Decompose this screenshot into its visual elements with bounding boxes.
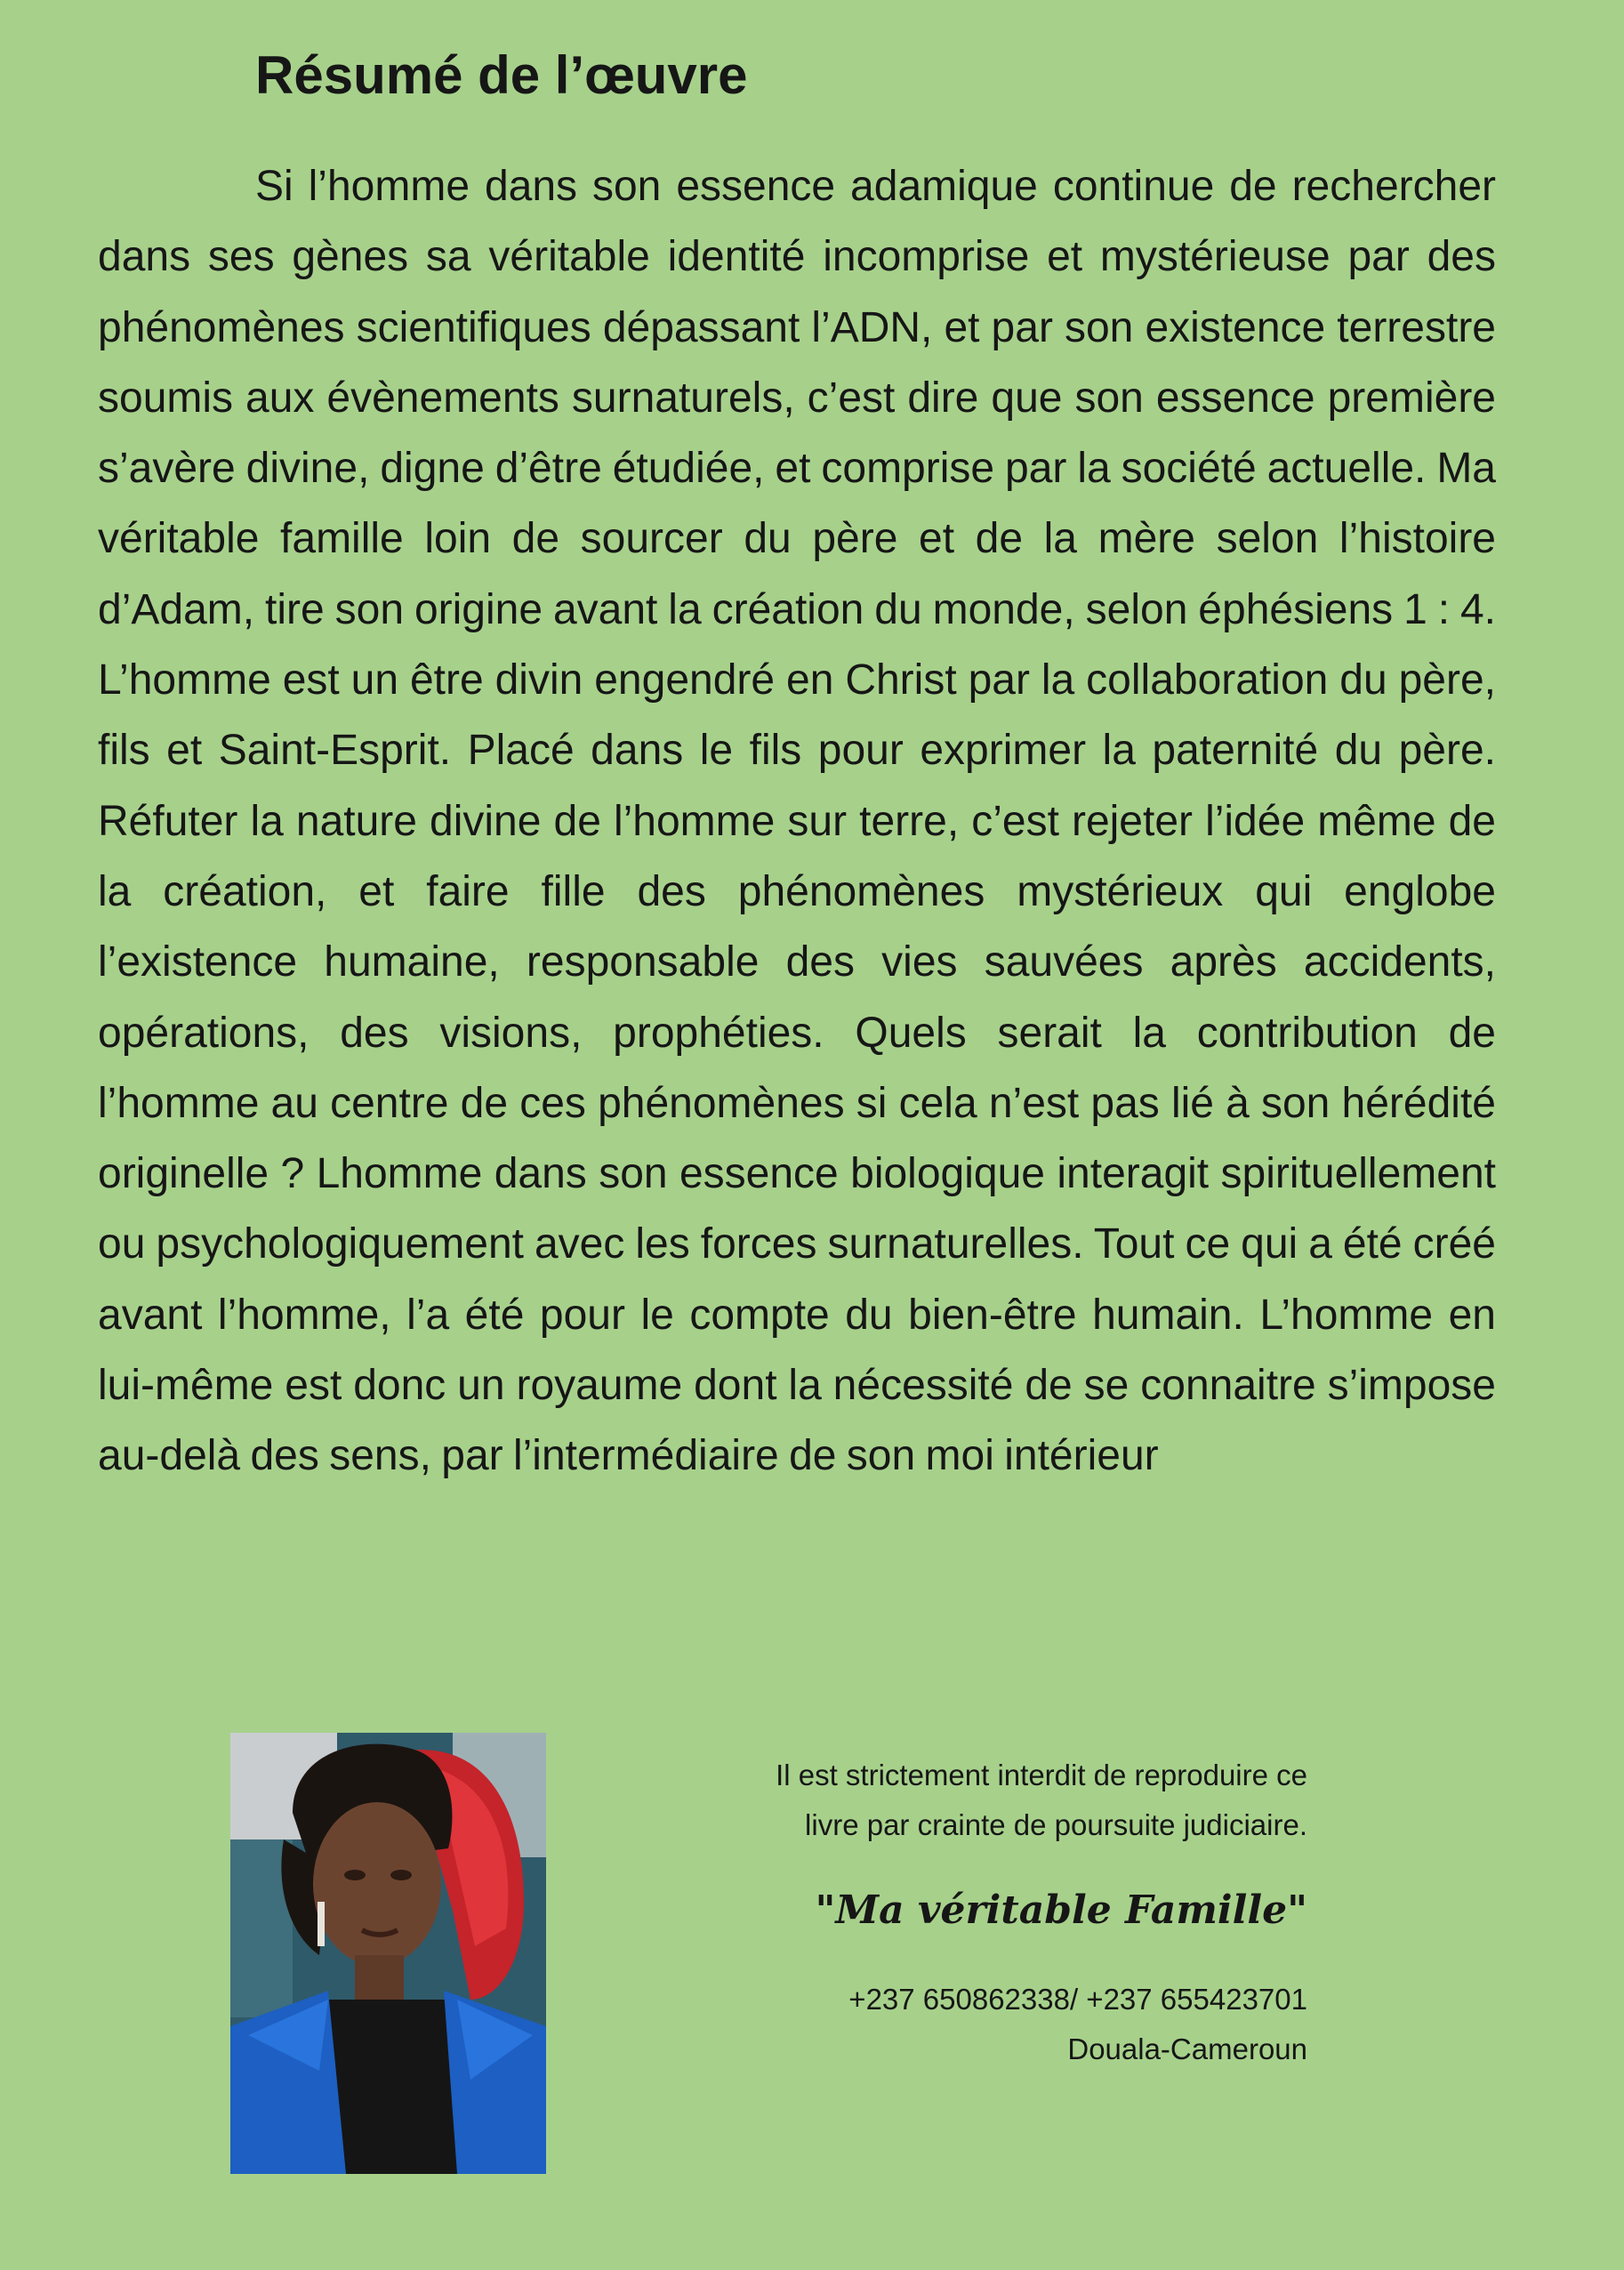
- book-title: "Ma véritable Famille": [815, 1888, 1307, 1933]
- legal-line-2: livre par crainte de poursuite judiciaire.: [805, 1808, 1307, 1841]
- contact-info: [578, 1975, 1307, 2074]
- page-title: Résumé de l’œuvre: [255, 45, 748, 105]
- phone-numbers: +237 650862338/ +237 655423701: [848, 1983, 1307, 2016]
- author-portrait-icon: [230, 1733, 546, 2174]
- legal-line-1: Il est strictement interdit de reproduire ce: [776, 1759, 1307, 1791]
- footer-block: [578, 1751, 1307, 2074]
- summary-paragraph: Si l’homme dans son essence adamique continue de rechercher dans ses gènes sa véritable identité incomprise et mystérieuse par des phénomènes scientifiques dépassant l’ADN, et par son existence terrestre soumis aux évènements surnaturels, c’est dire que son essence première s’avère divine, digne d’être étudiée, et comprise par la société actuelle. Ma véritable famille loin de sourcer du père et de la mère selon l’histoire d’Adam, tire son origine avant la création du monde, selon éphésiens 1 : 4. L’homme est un être divin engendré en Christ par la collaboration du père, fils et Saint-Esprit. Placé dans le fils pour exprimer la paternité du père. Réfuter la nature divine de l’homme sur terre, c’est rejeter l’idée même de la création, et faire fille des phénomènes mystérieux qui englobe l’existence humaine, responsable des vies sauvées après accidents, opérations, des visions, prophéties. Quels serait la contribution de l’homme au centre de ces phénomènes si cela n’est pas lié à son hérédité originelle ? Lhomme dans son essence biologique interagit spirituellement ou psychologiquement avec les forces surnaturelles. Tout ce qui a été créé avant l’homme, l’a été pour le compte du bien-être humain. L’homme en lui-même est donc un royaume dont la nécessité de se connaitre s’impose au-delà des sens, par l’intermédiaire de son moi intérieur: [98, 163, 1496, 1480]
- author-photo: [230, 1733, 546, 2174]
- location: Douala-Cameroun: [1067, 2033, 1307, 2065]
- legal-notice: [578, 1751, 1307, 1850]
